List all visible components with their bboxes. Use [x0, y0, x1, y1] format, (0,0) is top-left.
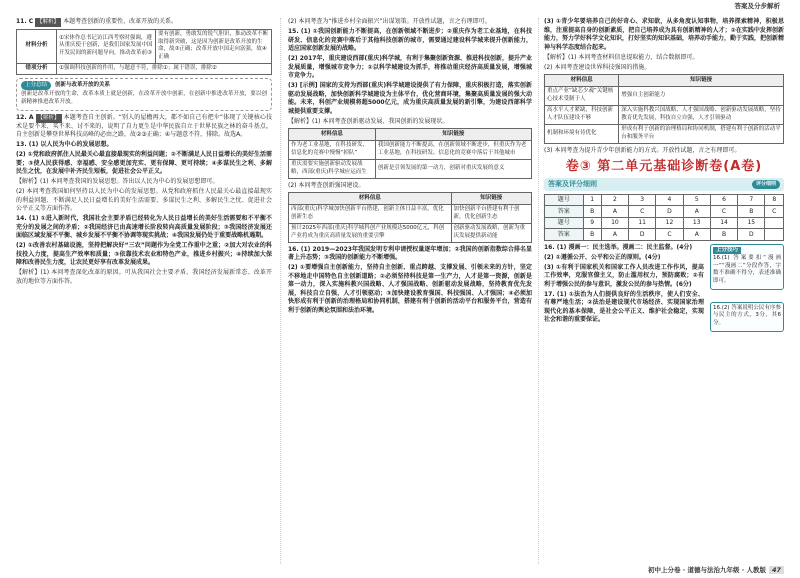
- table-cell: 预计2025年西部(重庆)科学城科创产业规模达5000亿元，科创产业将成为重庆高质量发展的重要引擎: [289, 223, 452, 242]
- q11: [16, 18, 272, 27]
- table-header-row: [289, 193, 532, 205]
- tip-box: [710, 244, 784, 290]
- table-row: [289, 204, 532, 223]
- table-cell: 增强自主创新能力: [619, 86, 784, 105]
- summary-title: 上分总结: [21, 81, 51, 90]
- table-cell: 答案: [545, 206, 584, 218]
- table-cell: 深入实施科教兴国战略、人才强国战略、创新驱动发展战略，坚持教育优先发展，科技自立自强，人才引领驱动: [619, 105, 784, 124]
- table-cell: 重点产业“缺芯少魂”关键核心技术受制于人: [545, 86, 619, 105]
- table-cell: 6: [710, 194, 737, 206]
- table-row: [289, 159, 532, 178]
- q14-head: 14. (1) ①进入新时代，我国社会主要矛盾已经转化为人民日益增长的美好生活需要和不平衡不充分的发展之间的矛盾；②我国经济已由高速增长阶段转向高质量发展阶段；③我国经济发展还面临区域发展不平衡、城乡发展不平衡不协调等现实挑战；④我国发展仍处于重要战略机遇期。: [16, 215, 272, 239]
- table-cell: C: [765, 206, 784, 218]
- q15-answer: (3) [示例] 国家的支持为西部(重庆)科学城建设提供了有力保障，重庆积极打造，落实创新驱动发展战略，加快创新科学城建设为主体平台，优化营商环境，集聚高质量发展的强大动能。未来，科创产业规模将超5000亿元，成为重庆高质量发展的新引擎，为建设西部科学城提供重要支撑。: [288, 82, 532, 115]
- q16-answer: (2) ①要增强自主创新能力，坚持自主创新、重点跨越、支撑发展、引领未来的方针，坚定不移地走中国特色自主创新道路；②必须坚持科技是第一生产力，人才是第一资源，创新是第一动力，深入实施科教兴国战略、人才强国战略、创新驱动发展战略，坚持教育优先发展，科技自立自强，人才引领驱动；③加快建设教育强国、科技强国、人才强国；④必须加快形成有利于创新的治理格局和协同机制，搭建有利于创新的活动平台和服务平台，营造有利于创新的舆论氛围和法治环境。: [288, 264, 532, 314]
- q16-answer: (3) ①有利于国家机关和国家工作人员改进工作作风，提高工作效率，克服官僚主义，防止滥用权力，预防腐败；②有利于增强公民的参与意识，激发公民的参与热情。(6分): [544, 263, 704, 288]
- answers-area: [544, 244, 784, 344]
- table-cell: A: [683, 206, 710, 218]
- table-cell: A: [601, 206, 628, 218]
- table-cell: C: [629, 206, 656, 218]
- table-cell: 2: [601, 194, 628, 206]
- knowledge-table-3: [544, 74, 784, 144]
- tip-box: [710, 302, 784, 332]
- table-cell: 12: [656, 217, 683, 229]
- table-cell: [765, 217, 784, 229]
- table-cell: 3: [629, 194, 656, 206]
- answer-title: 答案及评分细则: [548, 180, 597, 188]
- table-header: 知识链接: [375, 129, 531, 141]
- table-cell: A: [683, 229, 710, 241]
- table-row: [545, 105, 784, 124]
- table-cell: [765, 229, 784, 241]
- table-cell: 我国创新能力不断提高，在创新领域不断进步，但重庆作为老工业基地，在科技研发、信息化的竞赛中落后于其他城市: [375, 140, 531, 159]
- answer-table: [544, 194, 784, 241]
- table-cell: A: [601, 229, 628, 241]
- table-cell: 答案: [545, 229, 584, 241]
- tip-text: 16.(1) 答案要扣“漫画一”“漫画二”分段作答，字数不准确不得分，表述准确即可。: [713, 255, 781, 284]
- paragraph: (2) 本问考查为“推进乡村全面振兴”出谋划策。开放性试题，言之有理即可。: [288, 18, 491, 25]
- column-right: [544, 18, 784, 344]
- q13-analysis: (2) 本问考查我国如何坚持以人民为中心的发展思想。从党和政府抓住人民最关心最直接最现实的利益问题、不断满足人民日益增长的美好生活需要、多谋民生之利、多解民生之忧、促进社会公平正义等方面作答。: [16, 188, 272, 212]
- analysis-text: 【解析】(1) 本问考查材料信息提取能力，结合数据即可。: [544, 53, 699, 61]
- table-header: 知识链接: [619, 75, 784, 87]
- q16-head: 16. (1) 2019—2023年我国发明专利申请授权量逐年增加；②我国的创新指数综合排名显著上升态势；③我国的创新能力不断增强。: [288, 245, 532, 261]
- table-cell: 15: [738, 217, 765, 229]
- table-row: [545, 229, 784, 241]
- table-cell: ①强调科技创新的作用，与题意不符，排除①；属于错误，排除②: [57, 63, 272, 75]
- analysis-text: (3) 本问考查为提升青少年创新能力的方式。开放性试题，言之有理即可。: [544, 146, 741, 154]
- table-header-row: [289, 129, 532, 141]
- summary-head: 创新与改革开放的关系: [55, 82, 111, 88]
- table-cell: 机制和环境有待优化: [545, 124, 619, 143]
- table-cell: 高水平人才紧缺，科技创新人才队伍建设不够: [545, 105, 619, 124]
- table-cell: 11: [629, 217, 656, 229]
- page-number: 47: [769, 566, 784, 575]
- table-cell: 4: [656, 194, 683, 206]
- summary-text: 创新是改革开放的生命，改革本质上就是创新，在改革开放中创新，在创新中推进改革开放，要以创新精神推进改革开放。: [21, 90, 267, 105]
- table-row: [289, 140, 532, 159]
- table-cell: 重庆需要实施创新驱动发展战略，西部(重庆)科学城应运而生: [289, 159, 376, 178]
- table-cell: D: [656, 206, 683, 218]
- column-left: [16, 18, 272, 288]
- table-cell: 作为老工业基地，在科技研发、信息化的竞赛中慢慢“掉队”: [289, 140, 376, 159]
- q16-answer-head: 16. (1) 漫画一：民主选举。漫画二：民主监督。(4分): [544, 243, 693, 251]
- footer-text: 初中上分卷 · 道德与法治九年级 · 人教版: [647, 565, 766, 574]
- q17-answer: 17. (1) ①法治为人们提供良好的生活秩序，使人们安全、有尊严地生活；②法治是建设现代市场经济、实现国家治理现代化的基本保障，是社会公平正义、维护社会稳定，实现社会和谐的重要保证。: [544, 290, 704, 323]
- table-row: [545, 124, 784, 143]
- table-row: [289, 223, 532, 242]
- table-cell: D: [738, 229, 765, 241]
- column-divider: [538, 18, 539, 564]
- answer-badge: 评分细则: [752, 180, 780, 189]
- q14-analysis: 【解析】(1) 本问考查深化改革的原因。可从我国社会主要矛盾、我国经济发展新常态、改革开放的地位等方面作答。: [16, 269, 272, 285]
- table-cell: B: [738, 206, 765, 218]
- q14-answer: (2) ①改善农村基础设施，坚持把解决好“三农”问题作为全党工作重中之重；②加大对农业的科技投入力度，提高生产效率和质量；③依靠技术农业和特色产业，推进乡村振兴；④持续加大保障和改善民生力度，让农民更好享有改革发展成果。: [16, 242, 272, 266]
- table-cell: B: [583, 229, 601, 241]
- analysis-tag: 【解析】: [37, 115, 60, 121]
- table-cell: 创新驱动发展战略，创新为重庆发展提供新动能: [451, 223, 531, 242]
- q12-text: 本题考查自主创新。“别人的屋檐再大，都不如自己有把伞”体现了关键核心技术是要不来、买不来、讨不来的，说明了自力更生是中华民族自立于世界民族之林的奋斗基点，自主创新是攀登世界科技高峰的必由之路，故②③正确；④与题意不符，排除。故选A。: [16, 114, 272, 138]
- column-middle: [288, 18, 532, 317]
- table-header-row: [545, 75, 784, 87]
- table-cell: 14: [710, 217, 737, 229]
- table-cell: 材料分析: [17, 29, 57, 63]
- analysis-text: 【解析】(1) 本问考查创新驱动发展、我国创新的发展现状。: [288, 117, 449, 125]
- q11-text: 本题考查创新的重要性、改革开放的关系。: [63, 18, 178, 25]
- table-cell: 创新是引领发展的第一动力，创新对重庆发展的意义: [375, 159, 531, 178]
- table-cell: B: [710, 229, 737, 241]
- paragraph: (3) ①青少年要培养自己的好奇心、求知欲，从多角度认知事物，培养探索精神，积极思维，注重提高自身的创新素质，把自己培养成为具有创新精神的人才；②在实践中发挥创新能力，努力学好科学文化知识，打好坚实的知识基础，培养动手能力，勤于实践，把创新精神与科学态度结合起来。: [544, 18, 785, 51]
- q15-answer: (2) 2017年，重庆建设西部(重庆)科学城，有利于集聚创新资源、推进科技创新，提升产业发展质量，增强城市竞争力；②以科学城建设为抓手，将推动重庆经济高质量发展，增强城市竞争力。: [288, 55, 532, 79]
- table-row: [545, 206, 784, 218]
- table-row: [545, 194, 784, 206]
- q12-head: 12. A: [16, 114, 34, 121]
- knowledge-table-1: [288, 128, 532, 179]
- table-cell: 10: [601, 217, 628, 229]
- header-label: 答案及分步解析: [734, 2, 780, 10]
- table-cell: 题号: [545, 217, 584, 229]
- column-divider: [280, 18, 281, 564]
- table-cell: 要有创新，勇敢发的锐气胆识，推动改革不断取得新突破，这是因为创新是改革开放的生命，故③正确；改革开放中国走向富强，故④正确: [155, 29, 271, 63]
- table-header: 材料信息: [545, 75, 619, 87]
- table-row: [17, 63, 272, 75]
- q12: [16, 114, 272, 140]
- table-cell: D: [629, 229, 656, 241]
- analysis-text: (2) 本问考查建设世界科技强国的措施。: [544, 63, 651, 71]
- header-bar: [600, 0, 800, 12]
- table-cell: C: [710, 206, 737, 218]
- table-row: [545, 86, 784, 105]
- table-cell: 9: [583, 217, 601, 229]
- table-cell: 题号: [545, 194, 584, 206]
- q13-answer: (2) ①党和政府抓住人民最关心最直接最现实的利益问题；②不断满足人民日益增长的美好生活需要；③使人民获得感、幸福感、安全感更加充实、更有保障、更可持续；④多谋民生之利、多解民生之忧，在发展中补齐民生短板，促进社会公平正义。: [16, 151, 272, 175]
- table-row: [17, 29, 272, 63]
- table-header: 材料信息: [289, 129, 376, 141]
- table-cell: 形成有利于创新的治理格局和协同机制，搭建有利于创新的活动平台和服务平台: [619, 124, 784, 143]
- table-cell: 错项分析: [17, 63, 57, 75]
- answer-header: [544, 178, 784, 191]
- table-cell: 加快创新平台搭建有利于创新，优化创新生态: [451, 204, 531, 223]
- table-cell: ①宋体作总书记访江西考察时强调，遵从重庆使于创新，是我们国家发展中国开发民间的新问题导向，推动改革前③: [57, 29, 156, 63]
- unit-title: 卷③ 第二单元基础诊断卷(A卷): [565, 159, 763, 174]
- summary-box: [16, 78, 272, 111]
- analysis-text: (2) 本问考查创新强国建设。: [288, 181, 365, 189]
- table-cell: 13: [683, 217, 710, 229]
- table-header: 知识链接: [451, 193, 531, 205]
- table-cell: 1: [583, 194, 601, 206]
- q16-answer: (2) ①遵循公开、公平和公正的原则。(4分): [544, 253, 661, 261]
- q11-table: [16, 29, 272, 76]
- footer: [648, 566, 784, 575]
- tip-text: 16.(2) 答案说明公民有序参与民主的方式，3分，其6分。: [713, 304, 781, 326]
- q11-head: 11. C: [16, 18, 34, 25]
- knowledge-table-2: [288, 192, 532, 243]
- table-cell: 7: [738, 194, 765, 206]
- table-cell: 西部(重庆)科学城加快创新平台搭建，创新主体日益丰富，优化创新生态: [289, 204, 452, 223]
- table-cell: B: [583, 206, 601, 218]
- table-cell: 8: [765, 194, 784, 206]
- table-cell: C: [656, 229, 683, 241]
- table-cell: 5: [683, 194, 710, 206]
- tip-title: 上分技巧: [713, 247, 741, 255]
- table-header: 材料信息: [289, 193, 452, 205]
- analysis-tag: 【解析】: [37, 19, 60, 25]
- q15-head: 15. (1) ①我国创新能力不断提高，在创新领域不断进步；②重庆作为老工业基地，在科技研发、信息化的竞赛中落后于其他科技创新的城市，需要通过建设科学城来提升创新能力，适应国家创新发展的战略。: [288, 28, 532, 52]
- q13-head: 13. (1) 以人民为中心的发展思想。: [16, 141, 113, 148]
- table-row: [545, 217, 784, 229]
- q13-analysis: 【解析】(1) 本问考查我国的发展思想。答出以人民为中心的发展思想即可。: [16, 178, 219, 185]
